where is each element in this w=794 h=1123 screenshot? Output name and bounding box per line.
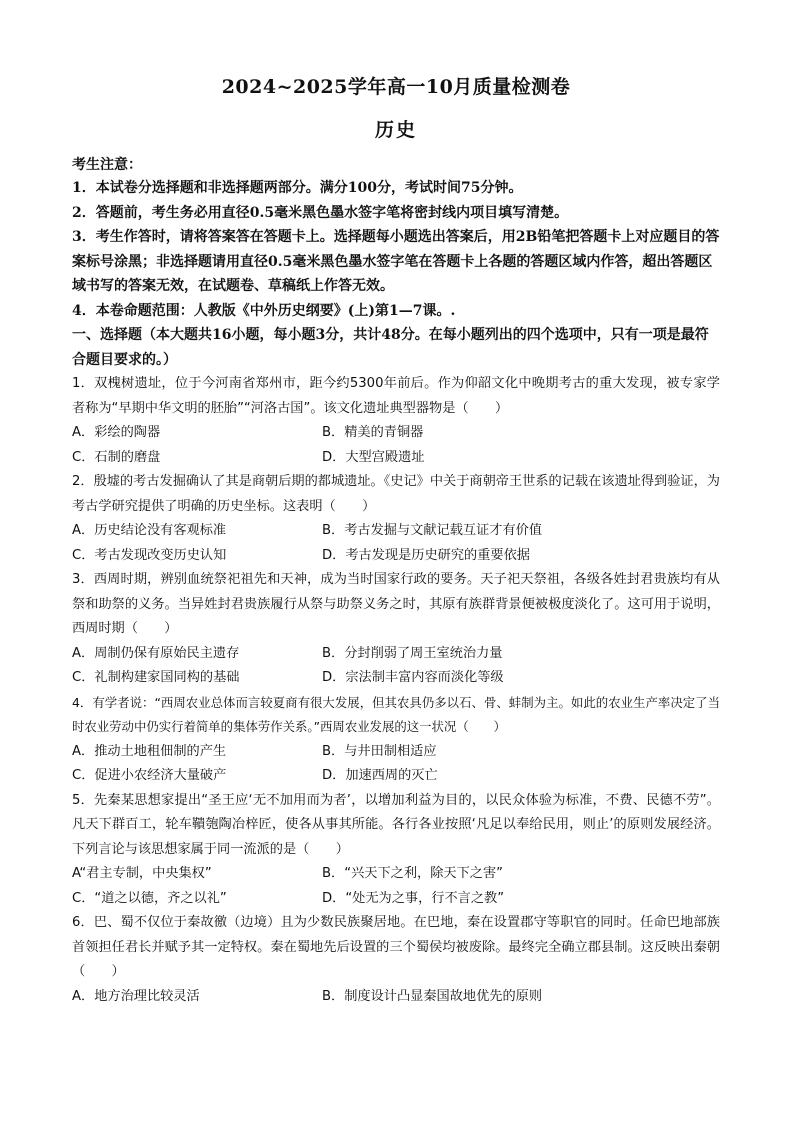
option-group [72, 421, 720, 470]
option: A．彩绘的陶器 [72, 425, 161, 440]
option: A．地方治理比较灵活 [72, 988, 200, 1004]
option: B．制度设计凸显秦国故地优先的原则 [322, 988, 543, 1004]
option: B．与井田制相适应 [322, 743, 437, 759]
notice-item: 3．考生作答时，请将答案答在答题卡上。选择题每小题选出答案后，用2B铅笔把答题卡上对应题目的答案标号涂黑；非选择题请用直径0.5毫米黑色墨水签字笔在答题卡上各题的答题区域内作答，超出答题区域书写的答案无效，在试题卷、草稿纸上作答无效。 [72, 229, 720, 294]
question-stem: 5．先秦某思想家提出“圣王应‘无不加用而为者’，以增加利益为目的，以民众体验为标准，不费、民德不劳”。凡天下群百工，轮车鞼匏陶冶梓匠，使各从事其所能。各行各业按照‘凡足以奉给民用，则止’的原则发展经济。下列言论与该思想家属于同一流派的是（ ） [72, 792, 720, 857]
question-stem: 6．巴、蜀不仅位于秦故徼（边境）且为少数民族聚居地。在巴地，秦在设置郡守等职官的同时。任命巴地部族首领担任君长并赋予其一定特权。秦在蜀地先后设置的三个蜀侯均被废除。最终完全确立郡县制。这反映出秦朝（ ） [72, 915, 720, 979]
option: D．“处无为之事，行不言之教” [322, 890, 505, 906]
option: C．促进小农经济大量破产 [72, 768, 227, 783]
option: B．分封削弱了周王室统治力量 [322, 645, 503, 661]
option: A．历史结论没有客观标准 [72, 523, 227, 538]
option-group [72, 985, 720, 1010]
option: B．“兴天下之利，除天下之害” [322, 866, 503, 881]
option: C．石制的磨盘 [72, 449, 161, 465]
notice-item: 4．本卷命题范围：人教版《中外历史纲要》(上)第1—7课。. [72, 302, 456, 319]
option: C．考古发现改变历史认知 [72, 547, 227, 563]
question-stem: 3．西周时期，辨别血统祭祀祖先和天神，成为当时国家行政的要务。天子祀天祭祖，各级各姓封君贵族均有从祭和助祭的义务。当异姓封君贵族履行从祭与助祭义务之时，其原有族群背景便被极度淡化了。这可用于说明，西周时期（ ） [72, 572, 720, 636]
option: D．大型宫殿遗址 [322, 449, 425, 465]
option: D．加速西周的灭亡 [322, 768, 438, 783]
option-group [72, 862, 720, 911]
question-stem: 1．双槐树遗址，位于今河南省郑州市，距今约5300年前后。作为仰韶文化中晚期考古的重大发现，被专家学者称为“早期中华文明的胚胎”“河洛古国”。该文化遗址典型器物是（ ） [72, 376, 720, 416]
exam-subject: 历史 [374, 119, 417, 141]
option: B．考古发掘与文献记载互证才有价值 [322, 523, 543, 538]
option: A“君主专制，中央集权” [72, 866, 212, 881]
option: B．精美的青铜器 [322, 425, 424, 440]
option: D．考古发现是历史研究的重要依据 [322, 547, 530, 563]
option: C．“道之以德，齐之以礼” [72, 890, 227, 906]
exam-title: 2024~2025学年高一10月质量检测卷 [221, 76, 571, 98]
question-stem: 2．殷墟的考古发掘确认了其是商朝后期的都城遗址。《史记》中关于商朝帝王世系的记载在该遗址得到验证，为考古学研究提供了明确的历史坐标。这表明（ ） [72, 474, 720, 514]
option: C．礼制构建家国同构的基础 [72, 670, 240, 685]
notice-item: 2．答题前，考生务必用直径0.5毫米黑色墨水签字笔将密封线内项目填写清楚。 [72, 204, 569, 221]
option-group [72, 642, 720, 691]
notice-heading: 考生注意： [72, 157, 142, 173]
section-heading: 一、选择题（本大题共16小题，每小题3分，共计48分。在每小题列出的四个选项中，只有一项是最符合题目要求的。） [72, 327, 709, 368]
question-stem: 4．有学者说：“西周农业总体而言较夏商有很大发展，但其农具仍多以石、骨、蚌制为主。如此的农业生产率决定了当时农业劳动中仍实行着简单的集体劳作关系。”西周农业发展的这一状况（ ） [72, 694, 720, 734]
option: D．宗法制丰富内容而淡化等级 [322, 670, 504, 685]
notice-item: 1．本试卷分选择题和非选择题两部分。满分100分，考试时间75分钟。 [72, 180, 523, 196]
option-group [72, 740, 720, 789]
option-group [72, 519, 720, 568]
option: A．推动土地租佃制的产生 [72, 743, 227, 759]
option: A．周制仍保有原始民主遗存 [72, 645, 240, 661]
